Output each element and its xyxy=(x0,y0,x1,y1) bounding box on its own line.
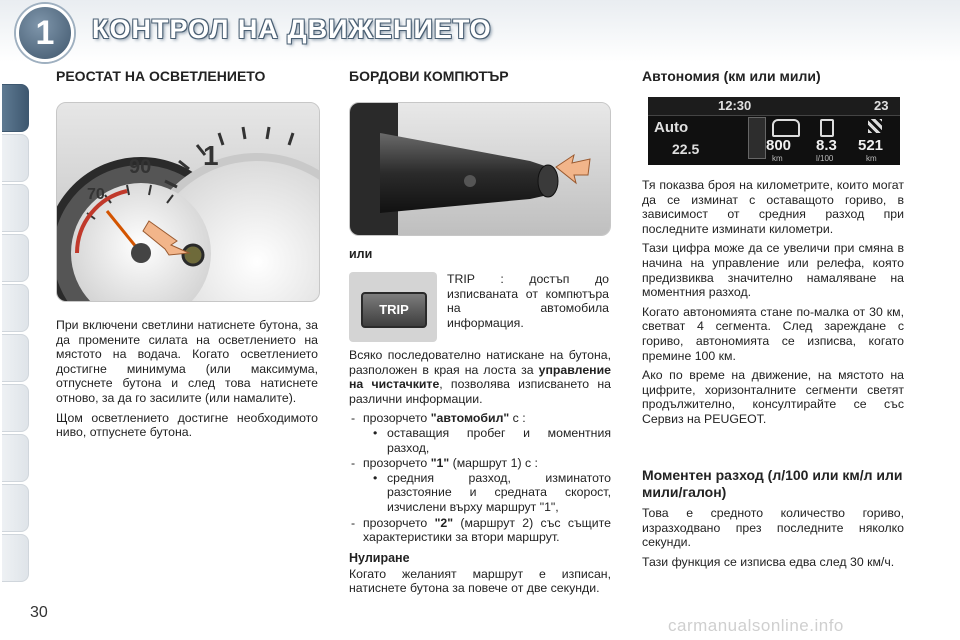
sub-list-item: • оставащия пробег и моментния разход, xyxy=(363,426,611,455)
computer-title: БОРДОВИ КОМПЮТЪР xyxy=(349,68,509,84)
page-header xyxy=(0,0,960,62)
or-text: или xyxy=(349,247,373,261)
autonomy-paragraph: Когато автономията стане по-малка от 30 км, светват 4 сегмента. След зареждане с гориво, автономията се изписва, когато премине 100 км. xyxy=(642,304,904,363)
chapter-badge: 1 xyxy=(16,4,74,62)
display-inside-temp: 22.5 xyxy=(672,141,700,157)
trip-button-image xyxy=(349,272,437,342)
sub-list xyxy=(363,426,611,455)
chapter-tab[interactable] xyxy=(2,384,29,432)
chapter-tab[interactable] xyxy=(2,434,29,482)
page-number: 30 xyxy=(30,604,48,621)
consumption-paragraph: Това е средното количество гориво, изразходвано през последните няколко секунди. xyxy=(642,506,904,550)
autonomy-paragraph: Тя показва броя на километрите, които могат да се изминат с оставащото гориво, в зависимост от средния разход при последните изминати километри. xyxy=(642,178,904,236)
reset-title: Нулиране xyxy=(349,550,410,565)
consumption-paragraph: Тази функция се изписва едва след 30 км/ч. xyxy=(642,554,895,569)
rheostat-text xyxy=(56,318,318,445)
list-item xyxy=(349,411,611,455)
display-clock: 12:30 xyxy=(718,98,752,113)
reset-paragraph: Когато желаният маршрут е изписан, натиснете бутона за повече от две секунди. xyxy=(349,566,611,596)
display-unit-range: km xyxy=(772,154,783,163)
display-climate-mode: Auto xyxy=(654,119,689,136)
chapter-tabs xyxy=(0,70,30,580)
display-window-list xyxy=(349,411,611,544)
gauge-label-70: 70 xyxy=(87,186,105,203)
item-bold: "автомобил" xyxy=(430,411,510,426)
display-unit-distance: km xyxy=(866,154,877,163)
car-icon xyxy=(772,119,800,137)
rheostat-paragraph-1: При включени светлини натиснете бутона, за да промените силата на осветлението на мястото на водача. Когато осветлението достигне минимума (или максимума, отпуснете бутона и след това натиснете отново, за да го засилите (или намалите). xyxy=(56,318,318,405)
flag-icon xyxy=(868,119,882,133)
sub-list xyxy=(363,471,611,515)
computer-p1-pre: Всяко последователно натискане на бутона, разположен в края на лоста за xyxy=(349,348,611,377)
item-text: прозорчето xyxy=(363,456,431,471)
chapter-tab[interactable] xyxy=(2,134,29,182)
autonomy-paragraph: Ако по време на движение, на мястото на цифрите, хоризонталните сегменти светят продължително, консултирайте се със Сервиз на PEUGEOT. xyxy=(642,368,904,426)
multifunction-display xyxy=(648,97,900,165)
item-text: (маршрут 1) с : xyxy=(449,456,538,471)
computer-p1-post: , позволява изписването на различни информации. xyxy=(349,377,611,406)
computer-p1-bold: управление на чистачките xyxy=(349,362,611,392)
rheostat-title: РЕОСТАТ НА ОСВЕТЛЕНИЕТО xyxy=(56,68,266,84)
consumption-text xyxy=(642,506,904,574)
wiper-stalk-image xyxy=(349,102,611,236)
chapter-title: КОНТРОЛ НА ДВИЖЕНИЕТО xyxy=(92,14,492,44)
sub-list-item: • средния разход, изминатото разстояние и средната скорост, изчислени върху маршрут "1", xyxy=(363,471,611,515)
item-text: (маршрут 2) със същите характеристики за втори маршрут. xyxy=(363,515,611,545)
item-bold: "1" xyxy=(430,456,450,471)
autonomy-paragraph: Тази цифра може да се увеличи при смяна в начина на управление или релефа, която предизвиква значително намаляване на моментния разход. xyxy=(642,241,904,300)
trip-description: TRIP : достъп до изписваната от компютъра на автомобила информация. xyxy=(447,272,609,330)
display-outside-temp: 23 xyxy=(874,98,889,113)
autonomy-title: Автономия (км или мили) xyxy=(642,68,821,84)
display-value-distance: 521 xyxy=(858,137,884,154)
gauge-label-90: 90 xyxy=(129,156,152,178)
item-text: прозорчето xyxy=(363,411,431,426)
dashboard-gauge-image xyxy=(56,102,320,302)
chapter-tab[interactable] xyxy=(2,284,29,332)
computer-text xyxy=(349,348,611,601)
trip-button[interactable]: TRIP xyxy=(361,292,427,328)
computer-paragraph-1 xyxy=(349,348,611,406)
item-bold: "2" xyxy=(434,515,454,530)
chapter-tab-active[interactable] xyxy=(2,84,29,132)
fuel-icon xyxy=(820,119,834,137)
display-tab-strip xyxy=(748,117,766,159)
list-item xyxy=(349,516,611,545)
display-value-consumption: 8.3 xyxy=(816,137,837,154)
gauge-label-1: 1 xyxy=(203,140,219,171)
list-item xyxy=(349,456,611,514)
watermark: carmanualsonline.info xyxy=(668,616,844,635)
item-text: прозорчето xyxy=(363,515,435,530)
or-label xyxy=(349,245,372,263)
chapter-tab[interactable] xyxy=(2,334,29,382)
display-value-range: 800 xyxy=(766,137,792,154)
chapter-tab[interactable] xyxy=(2,184,29,232)
stalk-illustration xyxy=(350,103,610,235)
chapter-tab[interactable] xyxy=(2,534,29,582)
item-text: с : xyxy=(509,411,526,426)
gauge-illustration xyxy=(57,103,319,301)
consumption-title: Моментен разход (л/100 или км/л или мили/галон) xyxy=(642,467,903,500)
autonomy-text xyxy=(642,178,904,432)
display-top-bar xyxy=(648,97,900,116)
chapter-tab[interactable] xyxy=(2,484,29,532)
chapter-tab[interactable] xyxy=(2,234,29,282)
rheostat-paragraph-2: Щом осветлението достигне необходимото ниво, отпуснете бутона. xyxy=(56,410,318,440)
display-unit-consumption: l/100 xyxy=(816,154,834,163)
